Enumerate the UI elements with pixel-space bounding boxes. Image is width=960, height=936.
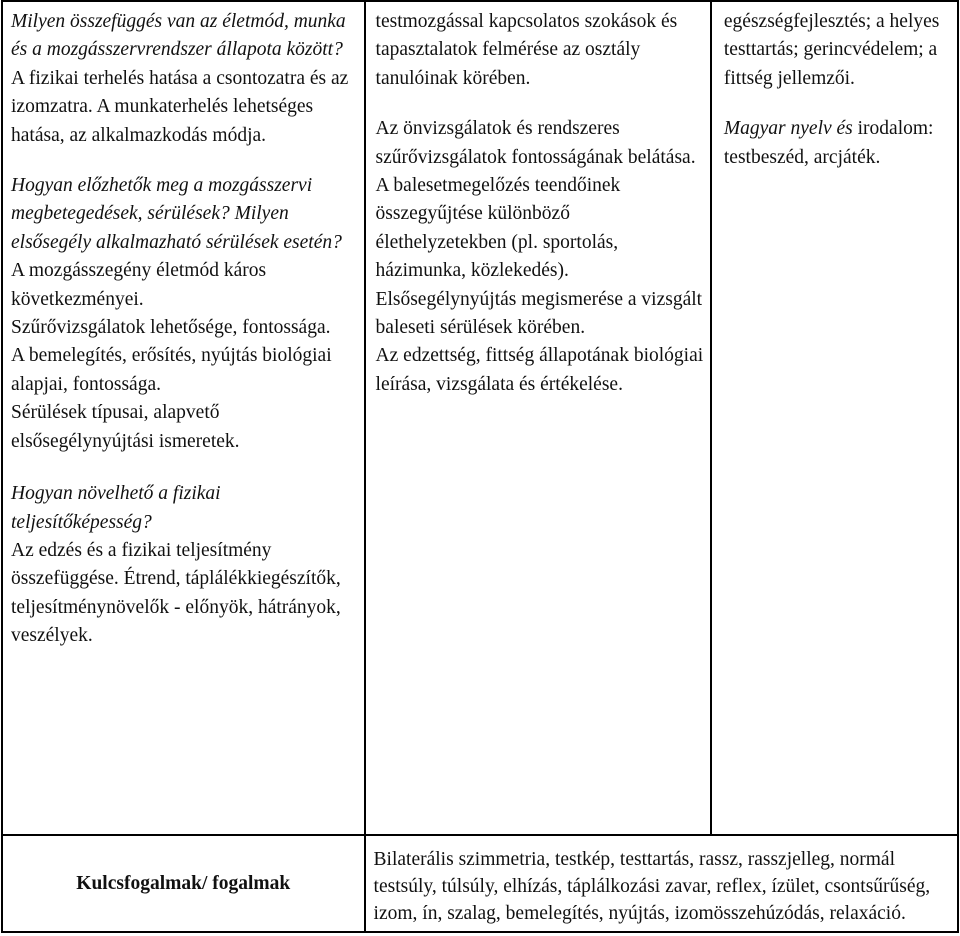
questions-cell: [2, 1, 365, 835]
subject-name: Magyar nyelv és: [723, 118, 853, 140]
topic-text: Az edzés és a fizikai teljesítmény összefüggése. Étrend, táplálékkiegészítők, teljesítménynövelők - előnyök, hátrányok, veszélyek.: [11, 539, 341, 647]
question-text: Hogyan előzhetők meg a mozgásszervi megbetegedések, sérülések? Milyen elsősegély alkalmazható sérülések esetén?: [11, 175, 342, 253]
topic-text: A mozgásszegény életmód káros következményei.: [11, 260, 267, 310]
activity-text: Elsősegélynyújtás megismerése a vizsgált baleseti sérülések körében.: [375, 288, 703, 339]
activity-text: Az önvizsgálatok és rendszeres szűrővizsgálatok fontosságának belátása.: [375, 118, 696, 168]
curriculum-table: [1, 0, 959, 933]
question-text: Hogyan növelhető a fizikai teljesítőképesség?: [11, 483, 221, 533]
subject-detail: irodalom: testbeszéd, arcjáték.: [723, 118, 934, 168]
topic-text: A fizikai terhelés hatása a csontozatra és az izomzatra. A munkaterhelés lehetséges hatása, az alkalmazkodás módja.: [11, 67, 349, 146]
activity-text: A balesetmegelőzés teendőinek összegyűjtése különböző élethelyzetekben (pl. sportolás, házimunka, közlekedés).: [375, 175, 621, 282]
topic-text: Szűrővizsgálatok lehetősége, fontossága.: [11, 317, 331, 339]
connection-text: [724, 115, 951, 172]
keywords-text: Bilaterális szimmetria, testkép, testtartás, rassz, rasszjelleg, normál testsúly, túlsúly, elhízás, táplálkozási zavar, reflex, ízület, csontsűrűség, izom, ín, szalag, bemelegítés, nyújtás, izomösszehúzódás, relaxáció.: [365, 835, 958, 932]
activity-text: testmozgással kapcsolatos szokások és tapasztalatok felmérése az osztály tanulóinak körében.: [375, 11, 678, 89]
connection-text: egészségfejlesztés; a helyes testtartás; gerincvédelem; a fittség jellemzői.: [723, 11, 940, 89]
table-row: [2, 1, 958, 835]
question-text: Milyen összefüggés van az életmód, munka és a mozgásszervrendszer állapota között?: [11, 11, 346, 61]
topic-text: Sérülések típusai, alapvető elsősegélynyújtási ismeretek.: [11, 402, 240, 452]
activity-text: Az edzettség, fittség állapotának biológiai leírása, vizsgálata és értékelése.: [375, 345, 704, 395]
activities-cell: [365, 1, 711, 835]
keywords-label: Kulcsfogalmak/ fogalmak: [2, 835, 365, 932]
table-row: [2, 835, 958, 932]
topic-text: A bemelegítés, erősítés, nyújtás biológiai alapjai, fontossága.: [11, 345, 332, 395]
connections-cell: [711, 1, 958, 835]
